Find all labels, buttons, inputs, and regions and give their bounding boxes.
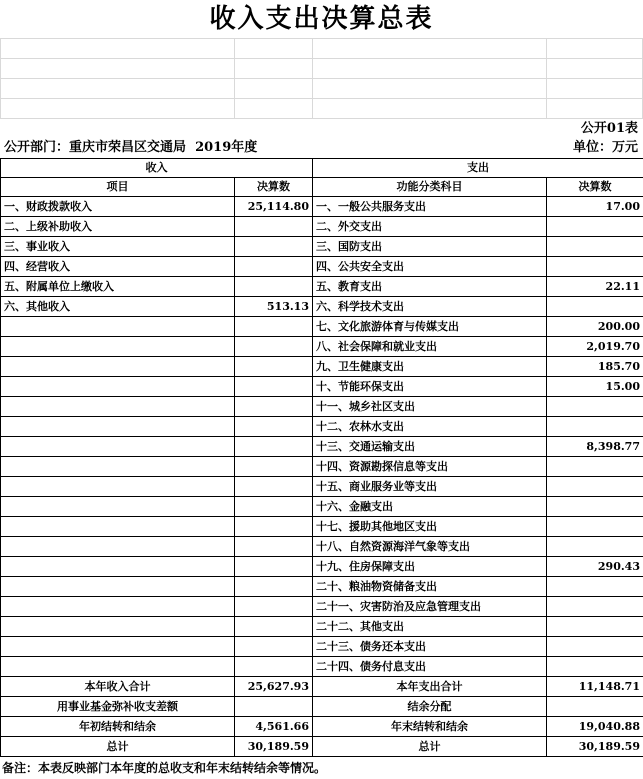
- income-item: [1, 357, 235, 377]
- summary-income-amount: 25,627.93: [235, 677, 313, 697]
- income-amount: [235, 277, 313, 297]
- header-amount: 决算数: [235, 178, 313, 197]
- expense-amount: 17.00: [547, 197, 643, 217]
- expense-amount: [547, 537, 643, 557]
- expense-amount: 185.70: [547, 357, 643, 377]
- income-amount: [235, 457, 313, 477]
- table-row: [1, 537, 643, 557]
- expense-amount: [547, 397, 643, 417]
- page-title: 收入支出决算总表: [209, 4, 434, 34]
- income-amount: [235, 397, 313, 417]
- summary-income-amount: 30,189.59: [235, 737, 313, 757]
- expense-amount: [547, 257, 643, 277]
- table-summary: [1, 677, 643, 757]
- summary-row: [1, 737, 643, 757]
- summary-income-amount: [235, 697, 313, 717]
- income-amount: [235, 637, 313, 657]
- income-amount: [235, 417, 313, 437]
- table-row: [1, 197, 643, 217]
- table-row: [1, 477, 643, 497]
- table-body: [1, 197, 643, 677]
- income-item: [1, 637, 235, 657]
- expense-item: 四、公共安全支出: [313, 257, 547, 277]
- expense-item: 七、文化旅游体育与传媒支出: [313, 317, 547, 337]
- table-row: [1, 217, 643, 237]
- expense-amount: [547, 497, 643, 517]
- table-row: [1, 257, 643, 277]
- expense-amount: 8,398.77: [547, 437, 643, 457]
- income-amount: [235, 377, 313, 397]
- income-amount: [235, 657, 313, 677]
- income-amount: 513.13: [235, 297, 313, 317]
- expense-amount: [547, 237, 643, 257]
- income-amount: [235, 337, 313, 357]
- expense-item: 十三、交通运输支出: [313, 437, 547, 457]
- summary-income-amount: 4,561.66: [235, 717, 313, 737]
- summary-income-item: 本年收入合计: [1, 677, 235, 697]
- summary-expense-amount: 30,189.59: [547, 737, 643, 757]
- income-item: [1, 477, 235, 497]
- expense-amount: [547, 597, 643, 617]
- summary-expense-item: 本年支出合计: [313, 677, 547, 697]
- income-item: 五、附属单位上缴收入: [1, 277, 235, 297]
- summary-income-item: 用事业基金弥补收支差额: [1, 697, 235, 717]
- expense-amount: [547, 457, 643, 477]
- table-row: [1, 337, 643, 357]
- expense-item: 十五、商业服务业等支出: [313, 477, 547, 497]
- table-row: [1, 657, 643, 677]
- expense-item: 二十、粮油物资储备支出: [313, 577, 547, 597]
- department-line: [0, 138, 643, 158]
- table-row: [1, 237, 643, 257]
- expense-amount: [547, 297, 643, 317]
- expense-item: 十七、援助其他地区支出: [313, 517, 547, 537]
- header-amount-expense: 决算数: [547, 178, 643, 197]
- income-item: [1, 317, 235, 337]
- summary-expense-item: 年末结转和结余: [313, 717, 547, 737]
- expense-amount: 2,019.70: [547, 337, 643, 357]
- income-amount: 25,114.80: [235, 197, 313, 217]
- income-item: [1, 437, 235, 457]
- expense-amount: [547, 217, 643, 237]
- table-row: [1, 637, 643, 657]
- expense-amount: [547, 577, 643, 597]
- summary-row: [1, 717, 643, 737]
- income-amount: [235, 597, 313, 617]
- table-row: [1, 317, 643, 337]
- expense-amount: [547, 517, 643, 537]
- income-amount: [235, 257, 313, 277]
- income-amount: [235, 577, 313, 597]
- summary-income-item: 总计: [1, 737, 235, 757]
- blank-grid: [0, 38, 643, 119]
- summary-income-item: 年初结转和结余: [1, 717, 235, 737]
- income-item: [1, 337, 235, 357]
- form-number: 公开01表: [0, 118, 643, 138]
- expense-amount: [547, 417, 643, 437]
- expense-item: 一、一般公共服务支出: [313, 197, 547, 217]
- unit-label: 单位：万元: [572, 140, 638, 155]
- summary-row: [1, 677, 643, 697]
- income-item: [1, 417, 235, 437]
- income-item: 六、其他收入: [1, 297, 235, 317]
- summary-row: [1, 697, 643, 717]
- expense-amount: 15.00: [547, 377, 643, 397]
- department-name: 公开部门：重庆市荣昌区交通局: [4, 140, 187, 155]
- expense-item: 八、社会保障和就业支出: [313, 337, 547, 357]
- income-item: [1, 657, 235, 677]
- income-item: 四、经营收入: [1, 257, 235, 277]
- expense-amount: 290.43: [547, 557, 643, 577]
- expense-amount: [547, 657, 643, 677]
- summary-expense-amount: 19,040.88: [547, 717, 643, 737]
- summary-expense-amount: [547, 697, 643, 717]
- summary-table: [0, 158, 643, 757]
- expense-item: 十六、金融支出: [313, 497, 547, 517]
- expense-item: 十九、住房保障支出: [313, 557, 547, 577]
- summary-expense-amount: 11,148.71: [547, 677, 643, 697]
- expense-amount: [547, 617, 643, 637]
- income-item: [1, 597, 235, 617]
- income-item: 二、上级补助收入: [1, 217, 235, 237]
- expense-item: 二、外交支出: [313, 217, 547, 237]
- income-item: [1, 557, 235, 577]
- table-row: [1, 277, 643, 297]
- section-income: 收入: [1, 159, 313, 178]
- department-info: [4, 138, 257, 158]
- expense-item: 六、科学技术支出: [313, 297, 547, 317]
- income-item: [1, 457, 235, 477]
- report-year: 2019年度: [195, 140, 258, 155]
- table-row: [1, 557, 643, 577]
- income-item: [1, 497, 235, 517]
- expense-item: 十二、农林水支出: [313, 417, 547, 437]
- income-item: 三、事业收入: [1, 237, 235, 257]
- income-item: [1, 377, 235, 397]
- summary-expense-item: 总计: [313, 737, 547, 757]
- expense-item: 二十四、债务付息支出: [313, 657, 547, 677]
- expense-amount: [547, 637, 643, 657]
- summary-expense-item: 结余分配: [313, 697, 547, 717]
- income-amount: [235, 517, 313, 537]
- expense-amount: [547, 477, 643, 497]
- expense-item: 十、节能环保支出: [313, 377, 547, 397]
- income-amount: [235, 537, 313, 557]
- expense-amount: 22.11: [547, 277, 643, 297]
- expense-item: 三、国防支出: [313, 237, 547, 257]
- income-amount: [235, 477, 313, 497]
- table-row: [1, 497, 643, 517]
- expense-item: 十四、资源勘探信息等支出: [313, 457, 547, 477]
- income-amount: [235, 497, 313, 517]
- income-amount: [235, 437, 313, 457]
- income-amount: [235, 217, 313, 237]
- expense-item: 九、卫生健康支出: [313, 357, 547, 377]
- income-amount: [235, 557, 313, 577]
- table-row: [1, 617, 643, 637]
- table-row: [1, 517, 643, 537]
- table-row: [1, 297, 643, 317]
- expense-item: 十八、自然资源海洋气象等支出: [313, 537, 547, 557]
- table-row: [1, 457, 643, 477]
- table-row: [1, 437, 643, 457]
- income-amount: [235, 237, 313, 257]
- income-amount: [235, 617, 313, 637]
- income-item: [1, 537, 235, 557]
- section-expense: 支出: [313, 159, 643, 178]
- table-row: [1, 417, 643, 437]
- table-row: [1, 357, 643, 377]
- table-row: [1, 577, 643, 597]
- income-amount: [235, 317, 313, 337]
- header-item: 项目: [1, 178, 235, 197]
- footnote: 备注：本表反映部门本年度的总收支和年末结转结余等情况。: [2, 761, 327, 775]
- income-item: [1, 397, 235, 417]
- expense-item: 十一、城乡社区支出: [313, 397, 547, 417]
- expense-item: 二十二、其他支出: [313, 617, 547, 637]
- table-row: [1, 597, 643, 617]
- income-item: 一、财政拨款收入: [1, 197, 235, 217]
- table-row: [1, 377, 643, 397]
- table-row: [1, 397, 643, 417]
- income-item: [1, 517, 235, 537]
- income-amount: [235, 357, 313, 377]
- expense-item: 二十一、灾害防治及应急管理支出: [313, 597, 547, 617]
- header-func: 功能分类科目: [313, 178, 547, 197]
- expense-amount: 200.00: [547, 317, 643, 337]
- expense-item: 五、教育支出: [313, 277, 547, 297]
- income-item: [1, 577, 235, 597]
- income-item: [1, 617, 235, 637]
- expense-item: 二十三、债务还本支出: [313, 637, 547, 657]
